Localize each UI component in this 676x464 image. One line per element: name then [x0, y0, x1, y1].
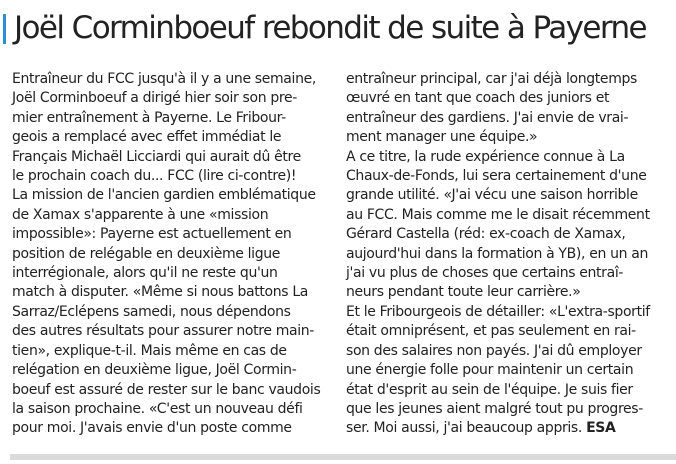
body-line-last [346, 419, 666, 438]
body-line: pour moi. J'avais envie d'un poste comme [12, 420, 292, 437]
article-column-left [12, 70, 332, 439]
body-line: au FCC. Mais comme me le disait récemment [346, 206, 650, 223]
author-signature: ESA [586, 420, 616, 437]
article-body [12, 70, 672, 439]
body-line: Français Michaël Licciardi qui aurait dû être [12, 148, 301, 165]
body-line: son des salaires non payés. J'ai dû employer [346, 342, 642, 359]
body-line: position de relégable en deuxième ligue [12, 245, 281, 262]
body-line: œuvré en tant que coach des juniors et [346, 90, 610, 107]
body-line-text: ser. Moi aussi, j'ai beaucoup appris. [346, 420, 582, 437]
body-line: Gérard Castella (réd: ex-coach de Xamax, [346, 226, 626, 243]
body-line: j'ai vu plus de choses que certains entraî- [346, 265, 624, 282]
body-line: neurs pendant toute leur carrière.» [346, 284, 581, 301]
body-line: aujourd'hui dans la formation à YB), en un an [346, 245, 648, 262]
body-line: la saison prochaine. «C'est un nouveau défi [12, 400, 303, 417]
body-line: ment manager une équipe.» [346, 129, 538, 146]
bottom-rule [10, 454, 676, 460]
body-line: boeuf est assuré de rester sur le banc vaudois [12, 381, 321, 398]
body-line: La mission de l'ancien gardien emblématique [12, 187, 316, 204]
body-line: entraîneur des gardiens. J'ai envie de vrai- [346, 109, 629, 126]
body-line: que les jeunes aient malgré tout pu progres- [346, 400, 643, 417]
article-column-right [346, 70, 666, 439]
accent-bar [3, 14, 6, 44]
body-line: état d'esprit au sein de l'équipe. Je suis fier [346, 381, 633, 398]
body-line: entraîneur principal, car j'ai déjà longtemps [346, 71, 637, 87]
body-line: le prochain coach du... FCC (lire ci-contre)! [12, 168, 297, 185]
body-line: Sarraz/Eclépens samedi, nous dépendons [12, 303, 291, 320]
body-line: des autres résultats pour assurer notre main- [12, 323, 314, 340]
body-line: Joël Corminboeuf a dirigé hier soir son pre- [12, 90, 297, 107]
body-line: une énergie folle pour maintenir un certain [346, 362, 634, 379]
body-line: match à disputer. «Même si nous battons La [12, 284, 309, 301]
body-line: tien», explique-t-il. Mais même en cas de [12, 342, 287, 359]
body-line: mier entraînement à Payerne. Le Fribour- [12, 109, 286, 126]
body-line: geois a remplacé avec effet immédiat le [12, 129, 282, 146]
body-line: Et le Fribourgeois de détailler: «L'extra-sportif [346, 303, 650, 320]
body-line: impossible»: Payerne est actuellement en [12, 226, 292, 243]
body-line: relégation en deuxième ligue, Joël Cormin- [12, 362, 297, 379]
body-line: Entraîneur du FCC jusqu'à il y a une semaine, [12, 71, 316, 87]
body-line: interrégionale, alors qu'il ne reste qu'un [12, 265, 278, 282]
article-headline: Joël Corminboeuf rebondit de suite à Payerne [14, 10, 646, 46]
body-line: grande utilité. «J'ai vécu une saison horrible [346, 187, 638, 204]
body-line: était omniprésent, et pas seulement en rai- [346, 323, 636, 340]
body-line: de Xamax s'apparente à une «mission [12, 206, 269, 223]
body-line: Chaux-de-Fonds, lui sera certainement d'une [346, 168, 647, 185]
body-line: A ce titre, la rude expérience connue à La [346, 148, 625, 165]
